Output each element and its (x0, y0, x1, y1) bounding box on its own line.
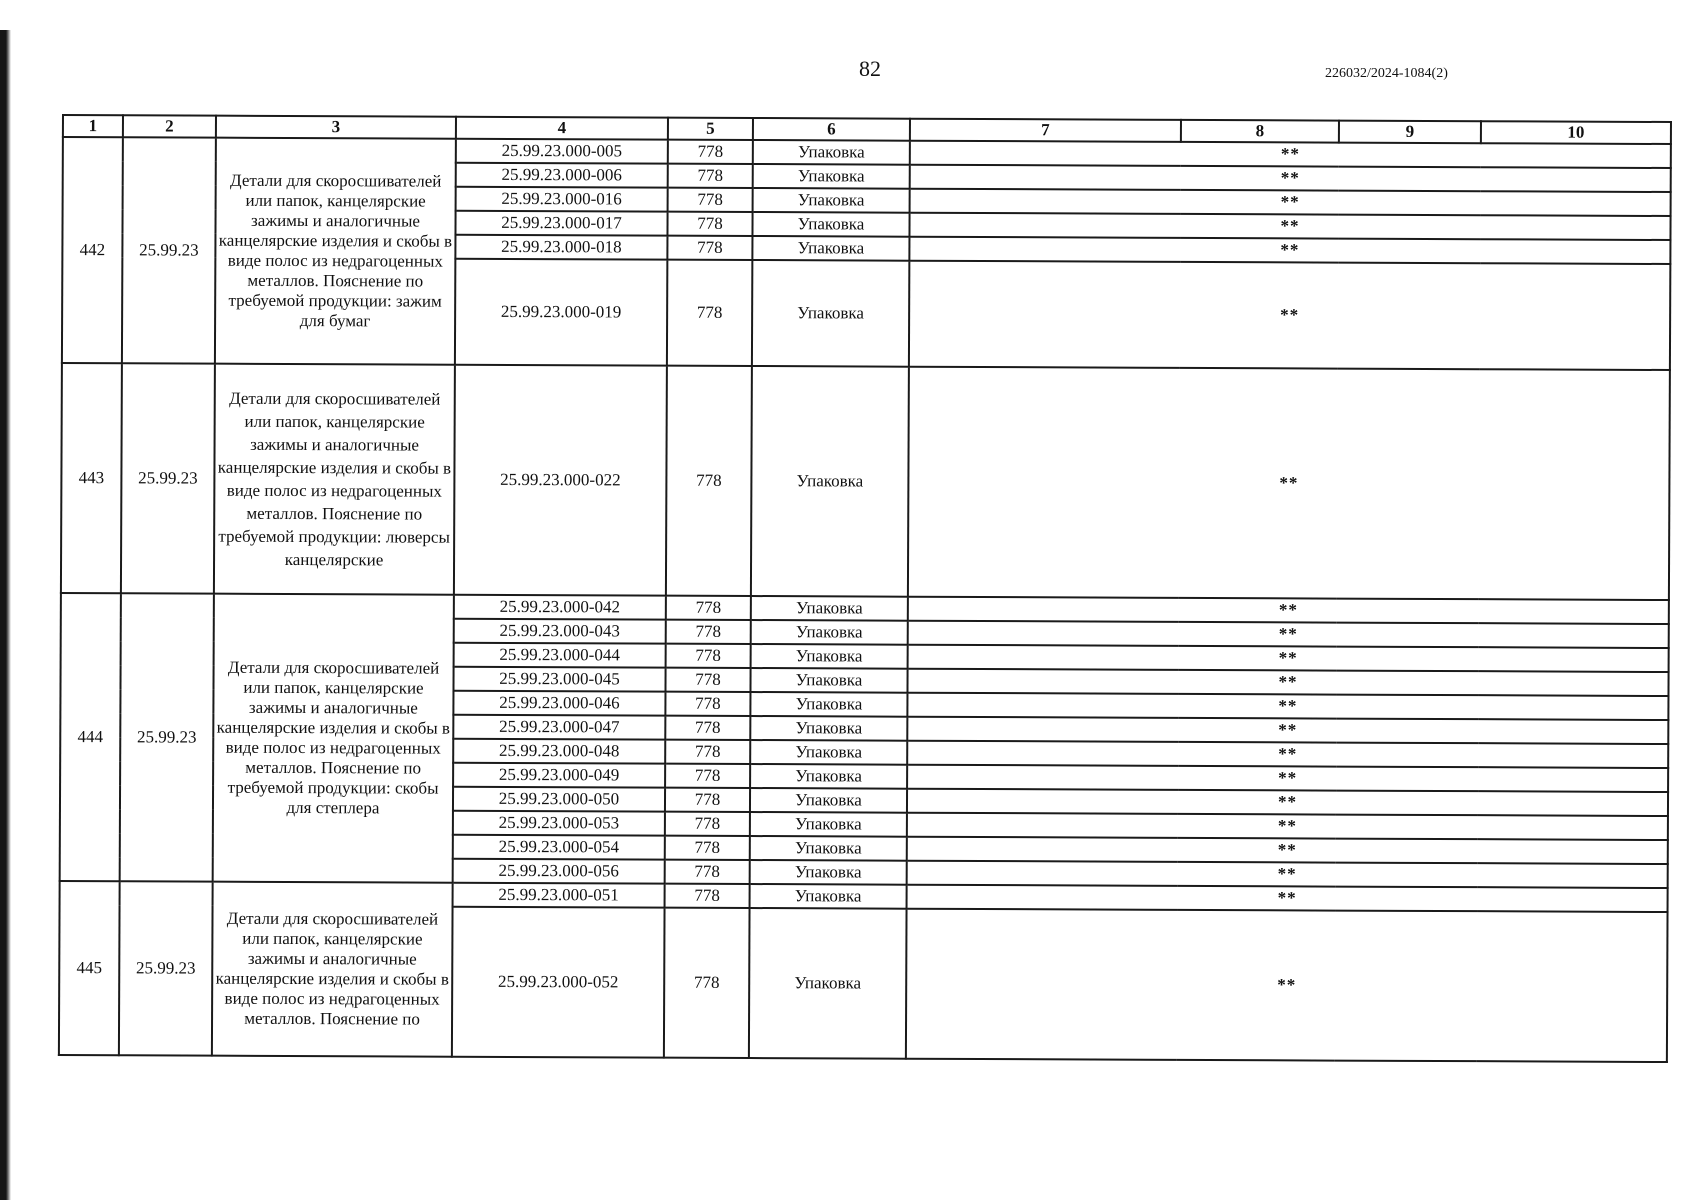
ktru-code: 25.99.23.000-042 (454, 595, 666, 620)
price-mark: ** (910, 165, 1671, 192)
price-mark: ** (910, 141, 1671, 168)
unit-name: Упаковка (750, 788, 907, 813)
scan-edge (0, 30, 11, 1200)
item-description: Детали для скоросшивателей или папок, канцелярские зажимы и аналогичные канцелярские изделия и скобы в виде полос из недрагоценных металлов. Пояснение по (212, 882, 453, 1057)
okei-code: 778 (665, 716, 750, 740)
unit-name: Упаковка (750, 668, 907, 693)
okei-code: 778 (668, 164, 753, 188)
price-mark: ** (907, 813, 1668, 840)
unit-name: Упаковка (750, 692, 907, 717)
price-mark: ** (910, 189, 1671, 216)
unit-name: Упаковка (750, 716, 907, 741)
item-description: Детали для скоросшивателей или папок, канцелярские зажимы и аналогичные канцелярские изделия и скобы в виде полос из недрагоценных металлов. Пояснение по требуемой продукции: скобы для степлера (213, 594, 454, 883)
price-mark: ** (909, 213, 1670, 240)
price-mark: ** (907, 717, 1668, 744)
ktru-code: 25.99.23.000-047 (453, 715, 665, 740)
okpd-code: 25.99.23 (122, 137, 216, 363)
col-header-5: 5 (668, 118, 753, 140)
unit-name: Упаковка (752, 236, 909, 261)
col-header-8: 8 (1181, 120, 1339, 143)
col-header-2: 2 (123, 115, 216, 137)
ktru-code: 25.99.23.000-048 (453, 739, 665, 764)
okei-code: 778 (665, 668, 750, 692)
ktru-code: 25.99.23.000-051 (453, 883, 665, 908)
unit-name: Упаковка (753, 188, 910, 213)
item-description: Детали для скоросшивателей или папок, канцелярские зажимы и аналогичные канцелярские изделия и скобы в виде полос из недрагоценных металлов. Пояснение по требуемой продукции: люверсы канцелярские (214, 364, 455, 595)
col-header-3: 3 (216, 116, 456, 139)
okei-code: 778 (664, 908, 750, 1058)
item-description: Детали для скоросшивателей или папок, канцелярские зажимы и аналогичные канцелярские изделия и скобы в виде полос из недрагоценных металлов. Пояснение по требуемой продукции: зажим для бумаг (215, 138, 456, 365)
col-header-6: 6 (753, 118, 910, 141)
page-number: 82 (859, 56, 881, 81)
col-header-7: 7 (910, 119, 1181, 142)
ktru-code: 25.99.23.000-045 (453, 667, 665, 692)
price-mark: ** (907, 765, 1668, 792)
okei-code: 778 (667, 236, 752, 260)
okei-code: 778 (666, 620, 751, 644)
ktru-code: 25.99.23.000-050 (453, 787, 665, 812)
price-mark: ** (909, 261, 1670, 370)
okei-code: 778 (668, 188, 753, 212)
okei-code: 778 (665, 860, 750, 884)
price-mark: ** (908, 645, 1669, 672)
okei-code: 778 (665, 764, 750, 788)
ktru-code: 25.99.23.000-053 (453, 811, 665, 836)
col-header-9: 9 (1339, 121, 1481, 144)
ktru-code: 25.99.23.000-044 (454, 643, 666, 668)
price-mark: ** (907, 861, 1668, 888)
ktru-code: 25.99.23.000-016 (456, 187, 668, 212)
okpd-code: 25.99.23 (120, 593, 214, 881)
price-mark: ** (908, 367, 1670, 600)
okpd-code: 25.99.23 (119, 881, 213, 1055)
table-wrapper (58, 114, 1670, 1063)
unit-name: Упаковка (750, 764, 907, 789)
ktru-code: 25.99.23.000-019 (455, 259, 667, 366)
ktru-code: 25.99.23.000-043 (454, 619, 666, 644)
ktru-code: 25.99.23.000-006 (456, 163, 668, 188)
unit-name: Упаковка (753, 140, 910, 165)
row-number: 442 (62, 137, 123, 363)
okei-code: 778 (666, 644, 751, 668)
okpd-code: 25.99.23 (121, 363, 215, 593)
price-mark: ** (907, 693, 1668, 720)
row-number: 444 (60, 593, 121, 881)
price-mark: ** (909, 237, 1670, 264)
unit-name: Упаковка (749, 908, 907, 1059)
price-mark: ** (908, 597, 1669, 624)
ktru-code: 25.99.23.000-052 (452, 907, 665, 1058)
okei-code: 778 (667, 212, 752, 236)
okei-code: 778 (665, 836, 750, 860)
unit-name: Упаковка (751, 620, 908, 645)
unit-name: Упаковка (751, 596, 908, 621)
unit-name: Упаковка (752, 212, 909, 237)
ktru-code: 25.99.23.000-049 (453, 763, 665, 788)
price-mark: ** (906, 909, 1668, 1062)
ktru-code: 25.99.23.000-018 (455, 235, 667, 260)
ktru-code: 25.99.23.000-046 (453, 691, 665, 716)
unit-name: Упаковка (752, 260, 909, 367)
price-mark: ** (908, 621, 1669, 648)
okei-code: 778 (665, 812, 750, 836)
unit-name: Упаковка (750, 836, 907, 861)
document-id: 226032/2024-1084(2) (1325, 66, 1448, 81)
col-header-10: 10 (1481, 121, 1671, 144)
okei-code: 778 (665, 884, 750, 908)
unit-name: Упаковка (750, 812, 907, 837)
ktru-code: 25.99.23.000-005 (456, 139, 668, 164)
okei-code: 778 (668, 140, 753, 164)
price-mark: ** (907, 789, 1668, 816)
unit-name: Упаковка (751, 366, 909, 597)
unit-name: Упаковка (750, 884, 907, 909)
price-mark: ** (907, 669, 1668, 696)
ktru-code: 25.99.23.000-054 (453, 835, 665, 860)
price-mark: ** (907, 741, 1668, 768)
price-mark: ** (907, 885, 1668, 912)
okei-code: 778 (666, 596, 751, 620)
okei-code: 778 (665, 788, 750, 812)
okei-code: 778 (666, 366, 752, 596)
okei-code: 778 (665, 692, 750, 716)
items-table (58, 114, 1672, 1063)
row-number: 443 (61, 363, 122, 593)
okei-code: 778 (667, 260, 752, 366)
col-header-1: 1 (63, 115, 123, 137)
unit-name: Упаковка (750, 740, 907, 765)
unit-name: Упаковка (750, 860, 907, 885)
ktru-code: 25.99.23.000-017 (455, 211, 667, 236)
ktru-code: 25.99.23.000-022 (454, 365, 667, 596)
okei-code: 778 (665, 740, 750, 764)
price-mark: ** (907, 837, 1668, 864)
row-number: 445 (59, 881, 120, 1055)
unit-name: Упаковка (751, 644, 908, 669)
ktru-code: 25.99.23.000-056 (453, 859, 665, 884)
table-row (61, 363, 1670, 600)
col-header-4: 4 (456, 117, 668, 140)
unit-name: Упаковка (753, 164, 910, 189)
